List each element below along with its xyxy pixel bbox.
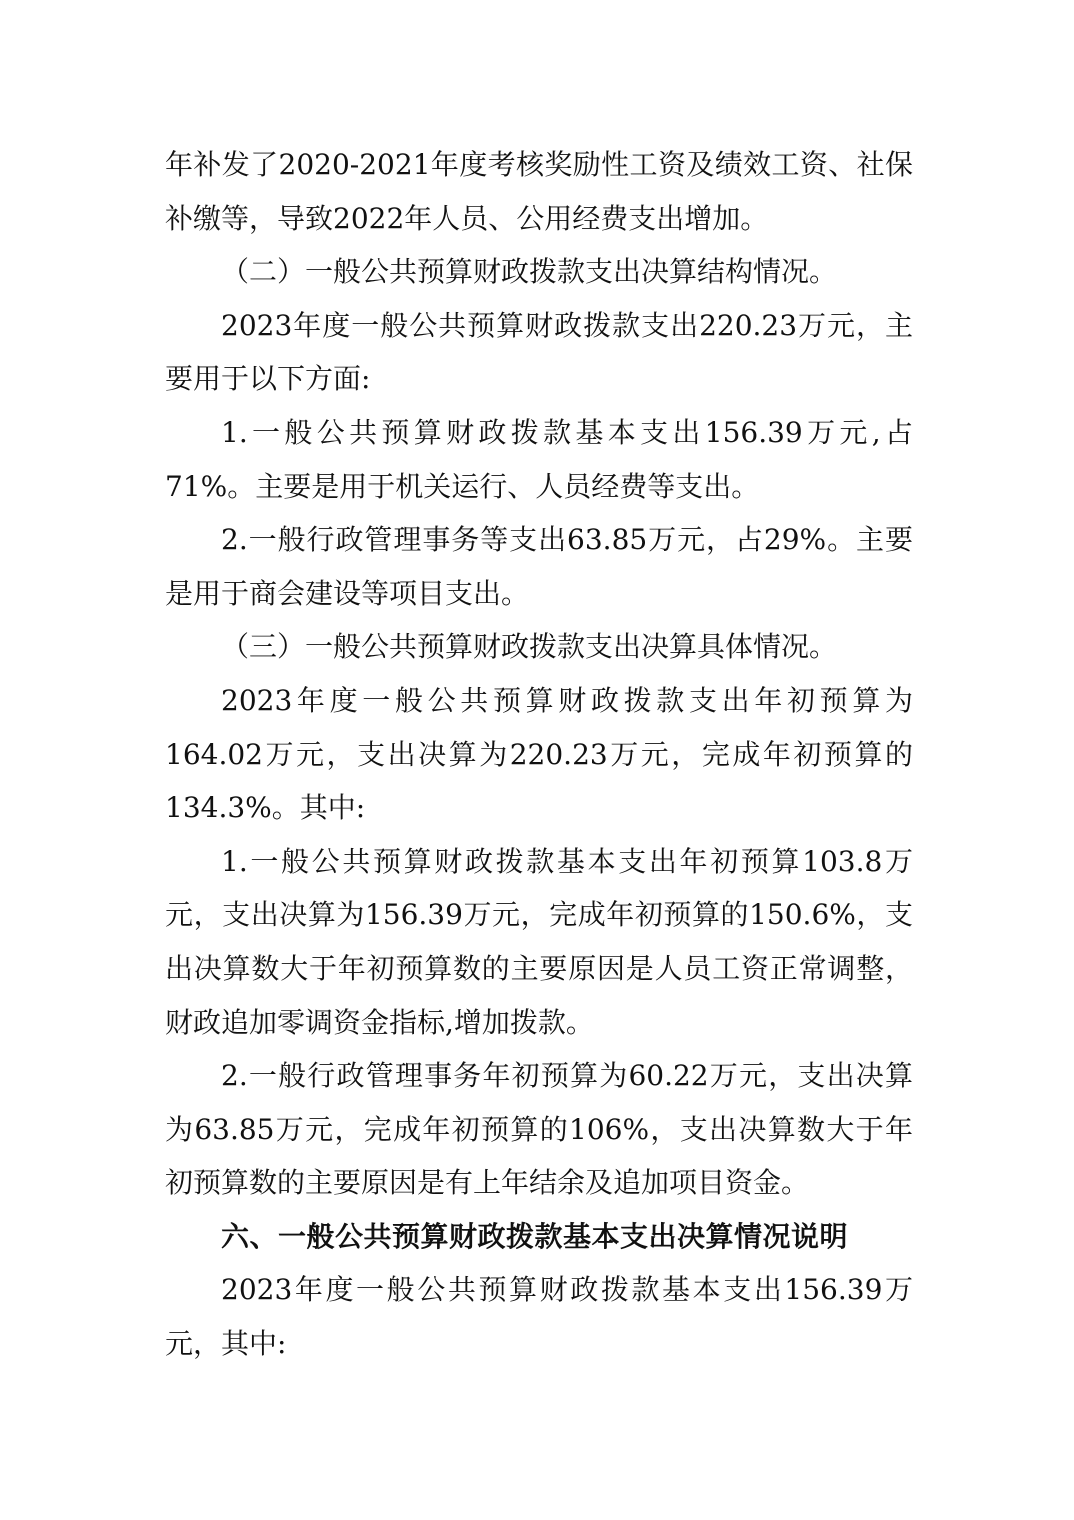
paragraph-total-expenditure: 2023年度一般公共预算财政拨款支出220.23万元，主要用于以下方面: — [165, 308, 913, 396]
paragraph-basic-expenditure: 1.一般公共预算财政拨款基本支出156.39万元,占71%。主要是用于机关运行、人员经费等支出。 — [165, 415, 913, 503]
document-body — [165, 138, 913, 1371]
section-heading-details: （三）一般公共预算财政拨款支出决算具体情况。 — [221, 630, 838, 664]
paragraph-basic-budget-detail: 1.一般公共预算财政拨款基本支出年初预算103.8万元，支出决算为156.39万元，完成年初预算的150.6%，支出决算数大于年初预算数的主要原因是人员工资正常调整，财政追加零调资金指标,增加拨款。 — [165, 844, 913, 1039]
paragraph-admin-expenditure: 2.一般行政管理事务等支出63.85万元，占29%。主要是用于商会建设等项目支出。 — [165, 523, 913, 610]
paragraph-continuation: 年补发了2020-2021年度考核奖励性工资及绩效工资、社保补缴等，导致2022年人员、公用经费支出增加。 — [165, 148, 913, 235]
paragraph-basic-expenditure-summary: 2023年度一般公共预算财政拨款基本支出156.39万元，其中: — [165, 1273, 913, 1361]
paragraph-admin-budget-detail: 2.一般行政管理事务年初预算为60.22万元，支出决算为63.85万元，完成年初预算的106%，支出决算数大于年初预算数的主要原因是有上年结余及追加项目资金。 — [165, 1059, 913, 1200]
paragraph-budget-completion: 2023年度一般公共预算财政拨款支出年初预算为164.02万元，支出决算为220.23万元，完成年初预算的134.3%。其中: — [165, 683, 913, 825]
chapter-heading-six: 六、一般公共预算财政拨款基本支出决算情况说明 — [221, 1219, 849, 1253]
section-heading-structure: （二）一般公共预算财政拨款支出决算结构情况。 — [221, 255, 838, 289]
